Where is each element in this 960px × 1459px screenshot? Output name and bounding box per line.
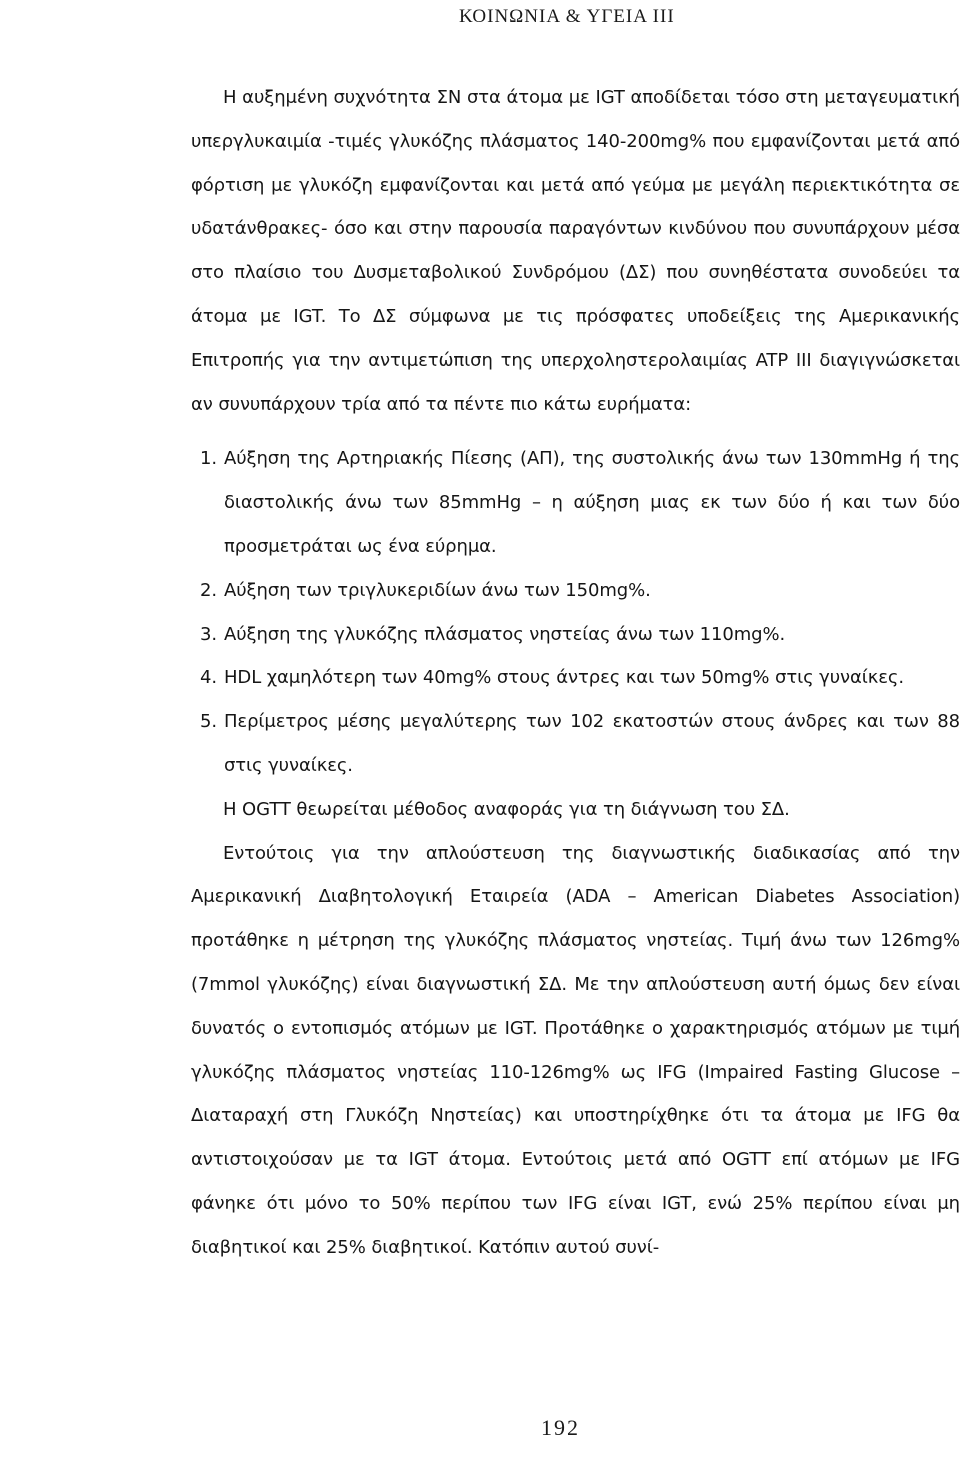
criteria-list xyxy=(191,437,960,787)
list-item-number: 2. xyxy=(200,579,217,601)
body-text xyxy=(191,76,960,1270)
list-item-number: 3. xyxy=(200,623,217,645)
list-item-number: 5. xyxy=(200,711,217,733)
list-item-number: 1. xyxy=(200,448,217,470)
list-item xyxy=(191,613,960,657)
list-item-text: Αύξηση της γλυκόζης πλάσματος νηστείας άνω των 110mg%. xyxy=(224,623,786,645)
ada-paragraph: Εντούτοις για την απλούστευση της διαγνωστικής διαδικασίας από την Αμερικανική Διαβητολογική Εταιρεία (ADA – American Diabetes Association) προτάθηκε η μέτρηση της γλυκόζης πλάσματος νηστείας. Τιμή άνω των 126mg% (7mmol γλυκόζης) είναι διαγνωστική ΣΔ. Με την απλούστευση αυτή όμως δεν είναι δυνατός ο εντοπισμός ατόμων με IGT. Προτάθηκε ο χαρακτηρισμός ατόμων με τιμή γλυκόζης πλάσματος νηστείας 110-126mg% ως IFG (Impaired Fasting Glucose – Διαταραχή στη Γλυκόζη Νηστείας) και υποστηρίχθηκε ότι τα άτομα με IFG θα αντιστοιχούσαν με τα IGT άτομα. Εντούτοις μετά από OGTT επί ατόμων με IFG φάνηκε ότι μόνο το 50% περίπου των IFG είναι IGT, ενώ 25% περίπου είναι μη διαβητικοί και 25% διαβητικοί. Κατόπιν αυτού συνί- xyxy=(191,842,960,1258)
intro-paragraph: Η αυξημένη συχνότητα ΣΝ στα άτομα με IGT αποδίδεται τόσο στη μεταγευματική υπεργλυκαιμία -τιμές γλυκόζης πλάσματος 140-200mg% που εμφανίζονται μετά από φόρτιση με γλυκόζη εμφανίζονται και μετά από γεύμα με μεγάλη περιεκτικότητα σε υδατάνθρακες- όσο και στην παρουσία παραγόντων κινδύνου που συνυπάρχουν μέσα στο πλαίσιο του Δυσμεταβολικού Συνδρόμου (ΔΣ) που συνηθέστατα συνοδεύει τα άτομα με IGT. Το ΔΣ σύμφωνα με τις πρόσφατες υποδείξεις της Αμερικανικής Επιτροπής για την αντιμετώπιση της υπερχοληστερολαιμίας ATP III διαγιγνώσκεται αν συνυπάρχουν τρία από τα πέντε πιο κάτω ευρήματα: xyxy=(191,87,960,415)
list-item xyxy=(191,569,960,613)
list-item-text: Αύξηση της Αρτηριακής Πίεσης (ΑΠ), της συστολικής άνω των 130mmHg ή της διαστολικής άνω των 85mmHg – η αύξηση μιας εκ των δύο ή και των δύο προσμετράται ως ένα εύρημα. xyxy=(224,448,960,557)
list-item xyxy=(191,700,960,788)
list-item xyxy=(191,437,960,568)
list-item-text: HDL χαμηλότερη των 40mg% στους άντρες και των 50mg% στις γυναίκες. xyxy=(224,667,904,689)
list-item-text: Περίμετρος μέσης μεγαλύτερης των 102 εκατοστών στους άνδρες και των 88 στις γυναίκες. xyxy=(224,711,960,776)
list-item-number: 4. xyxy=(200,667,217,689)
running-header: ΚΟΙΝΩΝΙΑ & ΥΓΕΙΑ ΙΙΙ xyxy=(459,6,675,27)
list-item-text: Αύξηση των τριγλυκεριδίων άνω των 150mg%. xyxy=(224,579,651,601)
page-number: 192 xyxy=(541,1415,580,1440)
list-item xyxy=(191,656,960,700)
ogtt-paragraph: Η OGTT θεωρείται μέθοδος αναφοράς για τη διάγνωση του ΣΔ. xyxy=(223,798,790,820)
